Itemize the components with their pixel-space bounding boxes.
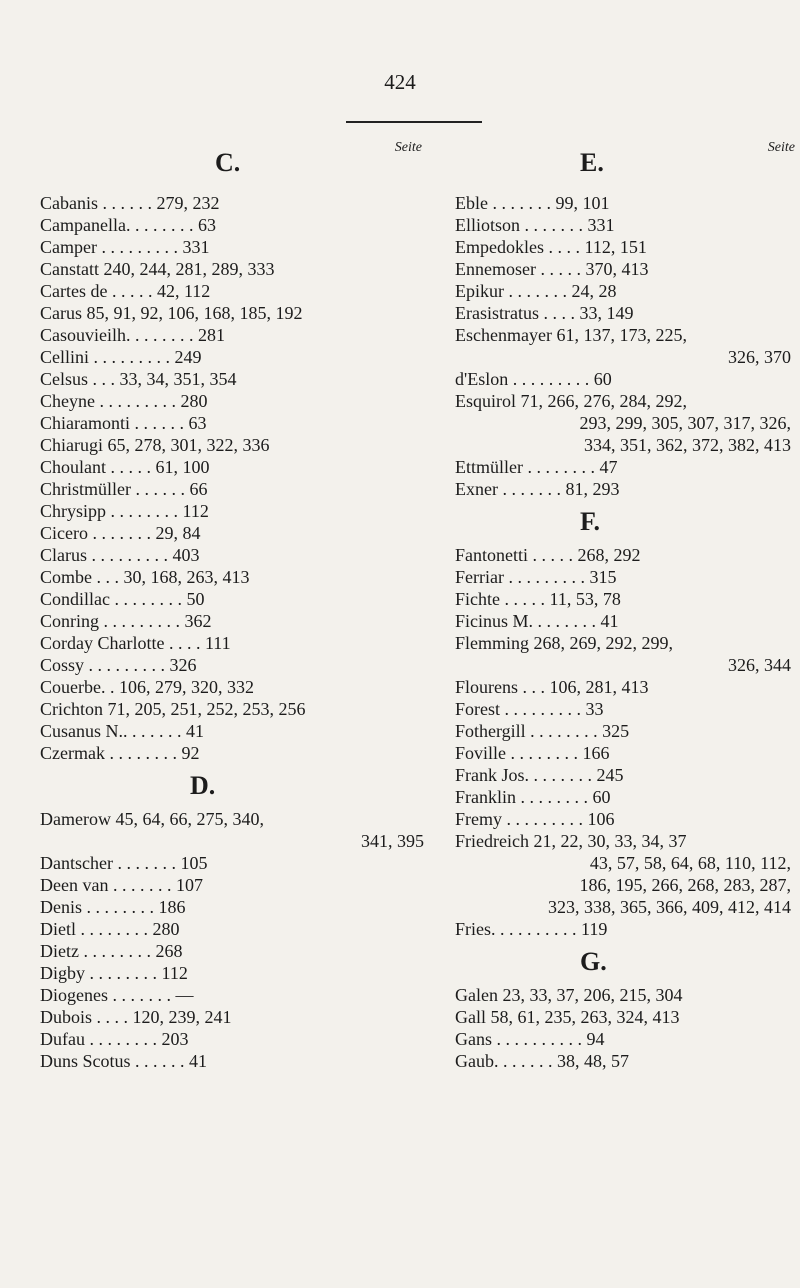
- index-entry: Combe . . . 30, 168, 263, 413: [40, 567, 250, 587]
- section-letter-f: F.: [580, 507, 600, 536]
- index-entry: Czermak . . . . . . . . 92: [40, 743, 200, 763]
- index-entry: Dufau . . . . . . . . 203: [40, 1029, 189, 1049]
- index-entry: Epikur . . . . . . . 24, 28: [455, 281, 617, 301]
- index-entry: 293, 299, 305, 307, 317, 326,: [579, 413, 791, 433]
- seite-label: Seite: [394, 140, 422, 155]
- index-entry: Forest . . . . . . . . . 33: [455, 699, 604, 719]
- index-entry: Friedreich 21, 22, 30, 33, 34, 37: [455, 831, 687, 851]
- section-letter-c: C.: [215, 148, 241, 177]
- index-entry: Chiarugi 65, 278, 301, 322, 336: [40, 435, 270, 455]
- section-f-header: [455, 500, 795, 544]
- page-number: 424: [384, 70, 416, 94]
- index-entry: Cicero . . . . . . . 29, 84: [40, 523, 201, 543]
- section-d-entries: [40, 808, 430, 1072]
- index-entry: Fichte . . . . . 11, 53, 78: [455, 589, 621, 609]
- section-e-entries: [455, 192, 795, 500]
- index-entry: Gaub. . . . . . . 38, 48, 57: [455, 1051, 629, 1071]
- index-entry: Couerbe. . 106, 279, 320, 332: [40, 677, 254, 697]
- index-entry: Gall 58, 61, 235, 263, 324, 413: [455, 1007, 680, 1027]
- index-entry: Deen van . . . . . . . 107: [40, 875, 203, 895]
- index-entry: 186, 195, 266, 268, 283, 287,: [579, 875, 791, 895]
- index-entry: Ferriar . . . . . . . . . 315: [455, 567, 617, 587]
- right-column: [455, 140, 795, 1072]
- index-entry: Ennemoser . . . . . 370, 413: [455, 259, 649, 279]
- index-entry: Casouvieilh. . . . . . . . 281: [40, 325, 225, 345]
- index-entry: Chrysipp . . . . . . . . 112: [40, 501, 209, 521]
- index-entry: Cossy . . . . . . . . . 326: [40, 655, 197, 675]
- index-entry: Cabanis . . . . . . 279, 232: [40, 193, 220, 213]
- index-entry: Damerow 45, 64, 66, 275, 340,: [40, 809, 264, 829]
- index-entry: 326, 370: [728, 347, 791, 367]
- index-entry: Flemming 268, 269, 292, 299,: [455, 633, 674, 653]
- index-entry: Fothergill . . . . . . . . 325: [455, 721, 630, 741]
- index-entry: Exner . . . . . . . 81, 293: [455, 479, 620, 499]
- index-entry: Cartes de . . . . . 42, 112: [40, 281, 211, 301]
- index-entry: Canstatt 240, 244, 281, 289, 333: [40, 259, 275, 279]
- index-entry: Dietz . . . . . . . . 268: [40, 941, 183, 961]
- index-entry: Erasistratus . . . . 33, 149: [455, 303, 634, 323]
- section-f-entries: [455, 544, 795, 940]
- index-entry: Fantonetti . . . . . 268, 292: [455, 545, 641, 565]
- index-entry: Cellini . . . . . . . . . 249: [40, 347, 202, 367]
- index-entry: Denis . . . . . . . . 186: [40, 897, 186, 917]
- seite-label: Seite: [767, 140, 795, 155]
- index-entry: 43, 57, 58, 64, 68, 110, 112,: [589, 853, 791, 873]
- index-entry: Eble . . . . . . . 99, 101: [455, 193, 610, 213]
- index-entry: Cusanus N.. . . . . . . 41: [40, 721, 205, 741]
- index-entry: Campanella. . . . . . . . 63: [40, 215, 216, 235]
- index-entry: Fries. . . . . . . . . . 119: [455, 919, 608, 939]
- index-entry: Chiaramonti . . . . . . 63: [40, 413, 207, 433]
- section-letter-d: D.: [190, 771, 216, 800]
- index-entry: Celsus . . . 33, 34, 351, 354: [40, 369, 237, 389]
- index-entry: Dantscher . . . . . . . 105: [40, 853, 208, 873]
- index-entry: Foville . . . . . . . . 166: [455, 743, 610, 763]
- right-column-header: [455, 140, 795, 192]
- index-entry: Ficinus M. . . . . . . . 41: [455, 611, 619, 631]
- index-entry: Dietl . . . . . . . . 280: [40, 919, 180, 939]
- index-entry: Flourens . . . 106, 281, 413: [455, 677, 649, 697]
- header-rule: [346, 121, 482, 123]
- section-letter-e: E.: [580, 148, 604, 177]
- index-entry: Diogenes . . . . . . . —: [40, 985, 194, 1005]
- index-entry: 323, 338, 365, 366, 409, 412, 414: [548, 897, 791, 917]
- index-entry: Ettmüller . . . . . . . . 47: [455, 457, 618, 477]
- index-entry: Frank Jos. . . . . . . . 245: [455, 765, 624, 785]
- index-entry: Clarus . . . . . . . . . 403: [40, 545, 200, 565]
- section-g-header: [455, 940, 795, 984]
- index-entry: 326, 344: [728, 655, 791, 675]
- index-entry: Cheyne . . . . . . . . . 280: [40, 391, 208, 411]
- index-entry: Dubois . . . . 120, 239, 241: [40, 1007, 232, 1027]
- section-c-entries: [40, 192, 430, 764]
- index-entry: d'Eslon . . . . . . . . . 60: [455, 369, 612, 389]
- section-d-header: [40, 764, 430, 808]
- index-entry: Conring . . . . . . . . . 362: [40, 611, 212, 631]
- index-entry: Duns Scotus . . . . . . 41: [40, 1051, 208, 1071]
- index-entry: Choulant . . . . . 61, 100: [40, 457, 210, 477]
- index-entry: Crichton 71, 205, 251, 252, 253, 256: [40, 699, 306, 719]
- index-entry: Fremy . . . . . . . . . 106: [455, 809, 615, 829]
- index-entry: Carus 85, 91, 92, 106, 168, 185, 192: [40, 303, 303, 323]
- left-column: [40, 140, 430, 1072]
- index-entry: Franklin . . . . . . . . 60: [455, 787, 611, 807]
- index-entry: Elliotson . . . . . . . 331: [455, 215, 615, 235]
- index-entry: 334, 351, 362, 372, 382, 413: [584, 435, 791, 455]
- index-entry: Digby . . . . . . . . 112: [40, 963, 188, 983]
- index-entry: Gans . . . . . . . . . . 94: [455, 1029, 605, 1049]
- left-column-header: [40, 140, 430, 192]
- index-entry: Esquirol 71, 266, 276, 284, 292,: [455, 391, 687, 411]
- section-g-entries: [455, 984, 795, 1072]
- index-entry: Galen 23, 33, 37, 206, 215, 304: [455, 985, 683, 1005]
- section-letter-g: G.: [580, 947, 607, 976]
- index-entry: Condillac . . . . . . . . 50: [40, 589, 205, 609]
- index-entry: 341, 395: [361, 831, 424, 851]
- index-entry: Eschenmayer 61, 137, 173, 225,: [455, 325, 687, 345]
- index-entry: Camper . . . . . . . . . 331: [40, 237, 210, 257]
- index-entry: Corday Charlotte . . . . 111: [40, 633, 231, 653]
- index-entry: Empedokles . . . . 112, 151: [455, 237, 647, 257]
- index-entry: Christmüller . . . . . . 66: [40, 479, 208, 499]
